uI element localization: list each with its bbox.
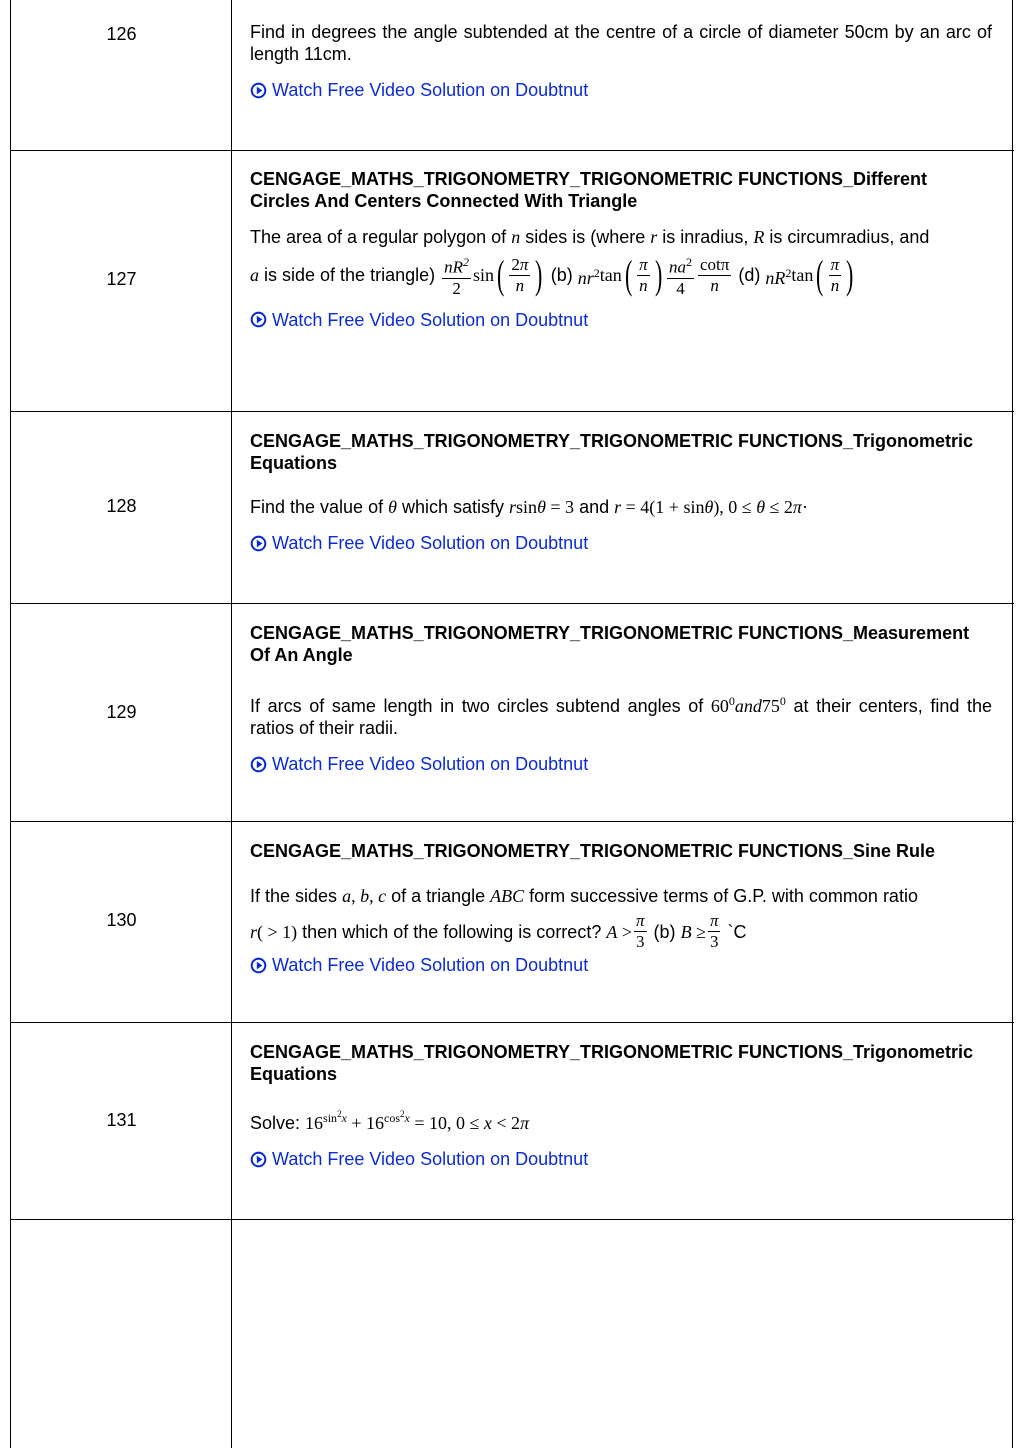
play-circle-icon	[250, 535, 267, 552]
watch-video-link[interactable]	[250, 309, 992, 331]
question-text: If arcs of same length in two circles subtend angles of $60^0and75^0$ at their centers, find the ratios of their radii.	[250, 694, 992, 738]
row-divider	[10, 150, 1014, 151]
watch-video-label: Watch Free Video Solution on Doubtnut	[272, 533, 589, 553]
table-column-divider	[231, 0, 232, 1448]
question-cell	[250, 1041, 992, 1170]
row-divider	[10, 821, 1014, 822]
row-divider	[10, 411, 1014, 412]
row-divider	[10, 1022, 1014, 1023]
question-cell	[250, 430, 992, 554]
table-border-right	[1012, 0, 1013, 1448]
question-number: 128	[106, 496, 137, 516]
play-circle-icon	[250, 1151, 267, 1168]
question-heading: CENGAGE_MATHS_TRIGONOMETRY_TRIGONOMETRIC FUNCTIONS_Trigonometric Equations	[250, 431, 974, 473]
question-number: 127	[106, 269, 137, 289]
row-divider	[10, 1219, 1014, 1220]
watch-video-label: Watch Free Video Solution on Doubtnut	[272, 1149, 589, 1169]
question-text: The area of a regular polygon of n sides is (where r is inradius, R is circumradius, and	[250, 227, 930, 247]
question-cell	[250, 622, 992, 775]
watch-video-link[interactable]	[250, 753, 992, 775]
watch-video-label: Watch Free Video Solution on Doubtnut	[272, 754, 589, 774]
question-cell	[250, 840, 992, 976]
question-number: 126	[106, 24, 137, 44]
question-text: If the sides a, b, c of a triangle ABC form successive terms of G.P. with common ratio	[250, 886, 918, 906]
question-number: 131	[106, 1110, 137, 1130]
question-text: Find the value of θ which satisfy rsinθ = 3 and r = 4(1 + sinθ), 0 ≤ θ ≤ 2π·	[250, 497, 808, 517]
question-formula-line: a is side of the triangle) $\frac{nR^2}{2}$ sin ( $\frac{2\pi}{n}$ ) (b) $nr^2$ tan ( $\frac{\pi}{n}$ ) $\frac{na^2}{4}$ $\frac{\cot\pi}{n}$ (d) $nR^2$ tan ( $\frac{\pi}{n}$ )	[250, 252, 854, 298]
row-divider	[10, 603, 1014, 604]
play-circle-icon	[250, 82, 267, 99]
watch-video-link[interactable]	[250, 79, 992, 101]
play-circle-icon	[250, 311, 267, 328]
question-heading: CENGAGE_MATHS_TRIGONOMETRY_TRIGONOMETRIC FUNCTIONS_Different Circles And Centers Connected With Triangle	[250, 169, 928, 211]
watch-video-link[interactable]	[250, 532, 992, 554]
question-formula-line: r( > 1) then which of the following is correct? A > $\frac{\pi}{3}$ (b) B ≥ $\frac{\pi}{3}$ `C	[250, 911, 747, 951]
question-text: Find in degrees the angle subtended at the centre of a circle of diameter 50cm by an arc of length 11cm.	[250, 22, 992, 64]
play-circle-icon	[250, 756, 267, 773]
question-heading: CENGAGE_MATHS_TRIGONOMETRY_TRIGONOMETRIC FUNCTIONS_Measurement Of An Angle	[250, 623, 970, 665]
watch-video-label: Watch Free Video Solution on Doubtnut	[272, 80, 589, 100]
question-cell	[250, 21, 992, 101]
watch-video-label: Watch Free Video Solution on Doubtnut	[272, 309, 589, 330]
question-number: 129	[106, 702, 137, 722]
question-heading: CENGAGE_MATHS_TRIGONOMETRY_TRIGONOMETRIC FUNCTIONS_Sine Rule	[250, 841, 936, 861]
watch-video-link[interactable]	[250, 954, 992, 976]
question-number: 130	[106, 910, 137, 930]
play-circle-icon	[250, 957, 267, 974]
question-heading: CENGAGE_MATHS_TRIGONOMETRY_TRIGONOMETRIC FUNCTIONS_Trigonometric Equations	[250, 1042, 974, 1084]
watch-video-label: Watch Free Video Solution on Doubtnut	[272, 955, 589, 975]
question-cell	[250, 168, 992, 331]
watch-video-link[interactable]	[250, 1148, 992, 1170]
table-border-left	[10, 0, 11, 1448]
question-text: Solve: $16^{sin^2x} + 16^{cos^2x} = 10$, 0 ≤ x < 2π	[250, 1109, 530, 1133]
